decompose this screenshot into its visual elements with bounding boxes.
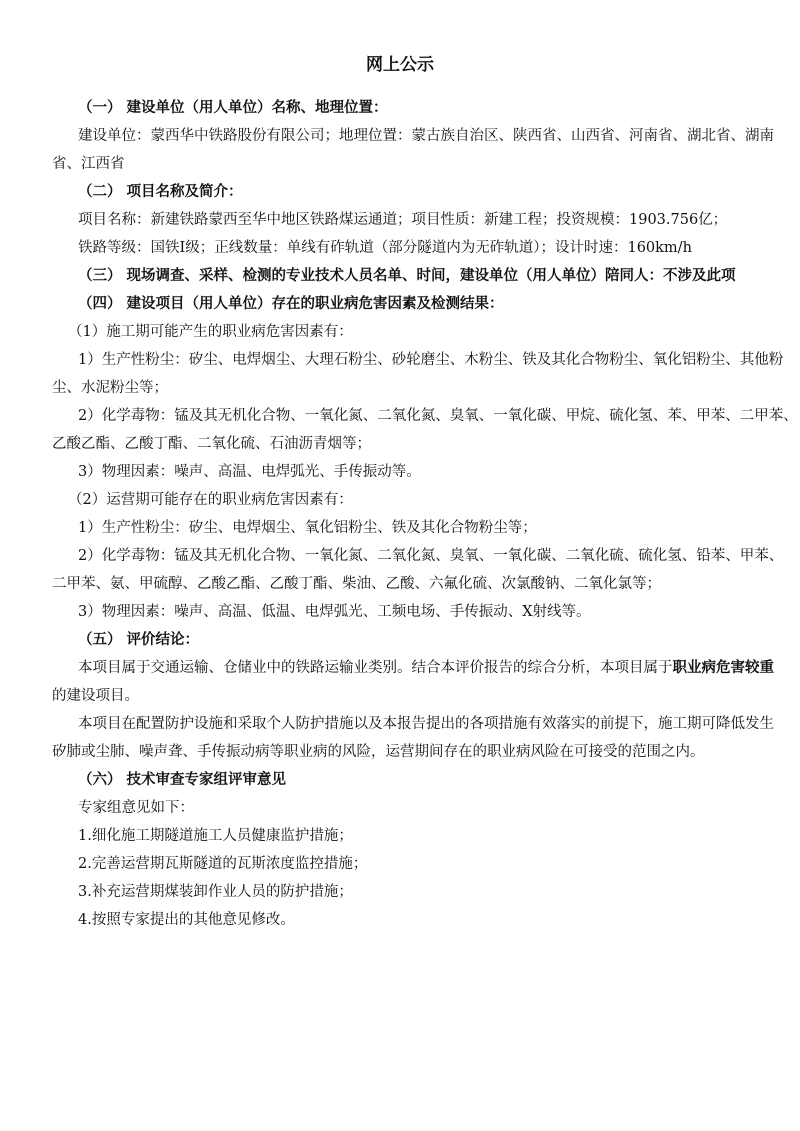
section-6-item-4: 4.按照专家提出的其他意见修改。 <box>78 912 295 928</box>
section-1-heading: （一） 建设单位（用人单位）名称、地理位置： <box>78 100 388 116</box>
section-1-line-1: 建设单位：蒙西华中铁路股份有限公司；地理位置：蒙古族自治区、陕西省、山西省、河南省、湖北省、湖南 <box>78 128 774 144</box>
section-5-paragraph-1-line-2: 的建设项目。 <box>52 688 139 704</box>
section-5-highlight: 职业病危害较重 <box>672 660 774 676</box>
section-5-heading: （五） 评价结论： <box>78 632 200 648</box>
section-4-construction-chem-2: 乙酸乙酯、乙酸丁酯、二氧化硫、石油沥青烟等； <box>52 436 371 452</box>
section-4-construction-chem-1: 2）化学毒物：锰及其无机化合物、一氧化氮、二氧化氮、臭氧、一氧化碳、甲烷、硫化氢、苯、甲苯、二甲苯、 <box>78 408 798 424</box>
section-4-heading: （四） 建设项目（用人单位）存在的职业病危害因素及检测结果： <box>78 296 504 312</box>
section-5-paragraph-2-line-2: 矽肺或尘肺、噪声聋、手传振动病等职业病的风险，运营期间存在的职业病风险在可接受的范围之内。 <box>52 744 705 760</box>
page-title: 网上公示 <box>366 55 434 75</box>
section-4-operation-chem-1: 2）化学毒物：锰及其无机化合物、一氧化氮、二氧化氮、臭氧、一氧化碳、二氧化硫、硫化氢、铅苯、甲苯、 <box>78 548 784 564</box>
section-2-line-2: 铁路等级：国铁Ⅰ级；正线数量：单线有砟轨道（部分隧道内为无砟轨道）；设计时速：160km/h <box>78 240 692 256</box>
section-4-construction-physical: 3）物理因素：噪声、高温、电焊弧光、手传振动等。 <box>78 464 421 480</box>
section-3-heading: （三） 现场调查、采样、检测的专业技术人员名单、时间，建设单位（用人单位）陪同人：不涉及此项 <box>78 268 736 284</box>
section-4-operation-heading: （2）运营期可能存在的职业病危害因素有： <box>68 492 353 508</box>
section-2-heading: （二） 项目名称及简介： <box>78 184 243 200</box>
section-4-operation-chem-2: 二甲苯、氨、甲硫醇、乙酸乙酯、乙酸丁酯、柴油、乙酸、六氟化硫、次氯酸钠、二氧化氯等； <box>52 576 661 592</box>
section-4-construction-heading: （1）施工期可能产生的职业病危害因素有： <box>68 324 353 340</box>
section-6-item-3: 3.补充运营期煤装卸作业人员的防护措施； <box>78 884 353 900</box>
section-5-paragraph-1-line-1 <box>78 658 774 678</box>
section-4-construction-dust-2: 尘、水泥粉尘等； <box>52 380 168 396</box>
section-6-heading: （六） 技术审查专家组评审意见 <box>78 772 287 788</box>
section-1-line-2: 省、江西省 <box>52 156 125 172</box>
section-4-operation-dust: 1）生产性粉尘：矽尘、电焊烟尘、氧化铝粉尘、铁及其化合物粉尘等； <box>78 520 537 536</box>
section-5-paragraph-1-text: 本项目属于交通运输、仓储业中的铁路运输业类别。结合本评价报告的综合分析，本项目属于 <box>78 660 673 676</box>
section-5-paragraph-2-line-1: 本项目在配置防护设施和采取个人防护措施以及本报告提出的各项措施有效落实的前提下，施工期可降低发生 <box>78 716 774 732</box>
section-6-item-2: 2.完善运营期瓦斯隧道的瓦斯浓度监控措施； <box>78 856 368 872</box>
section-6-item-1: 1.细化施工期隧道施工人员健康监护措施； <box>78 828 353 844</box>
section-2-line-1: 项目名称：新建铁路蒙西至华中地区铁路煤运通道；项目性质：新建工程；投资规模：1903.756亿； <box>78 212 728 228</box>
section-4-operation-physical: 3）物理因素：噪声、高温、低温、电焊弧光、工频电场、手传振动、X射线等。 <box>78 604 591 620</box>
section-4-construction-dust-1: 1）生产性粉尘：矽尘、电焊烟尘、大理石粉尘、砂轮磨尘、木粉尘、铁及其化合物粉尘、氧化铝粉尘、其他粉 <box>78 352 784 368</box>
section-6-intro: 专家组意见如下： <box>78 800 194 816</box>
